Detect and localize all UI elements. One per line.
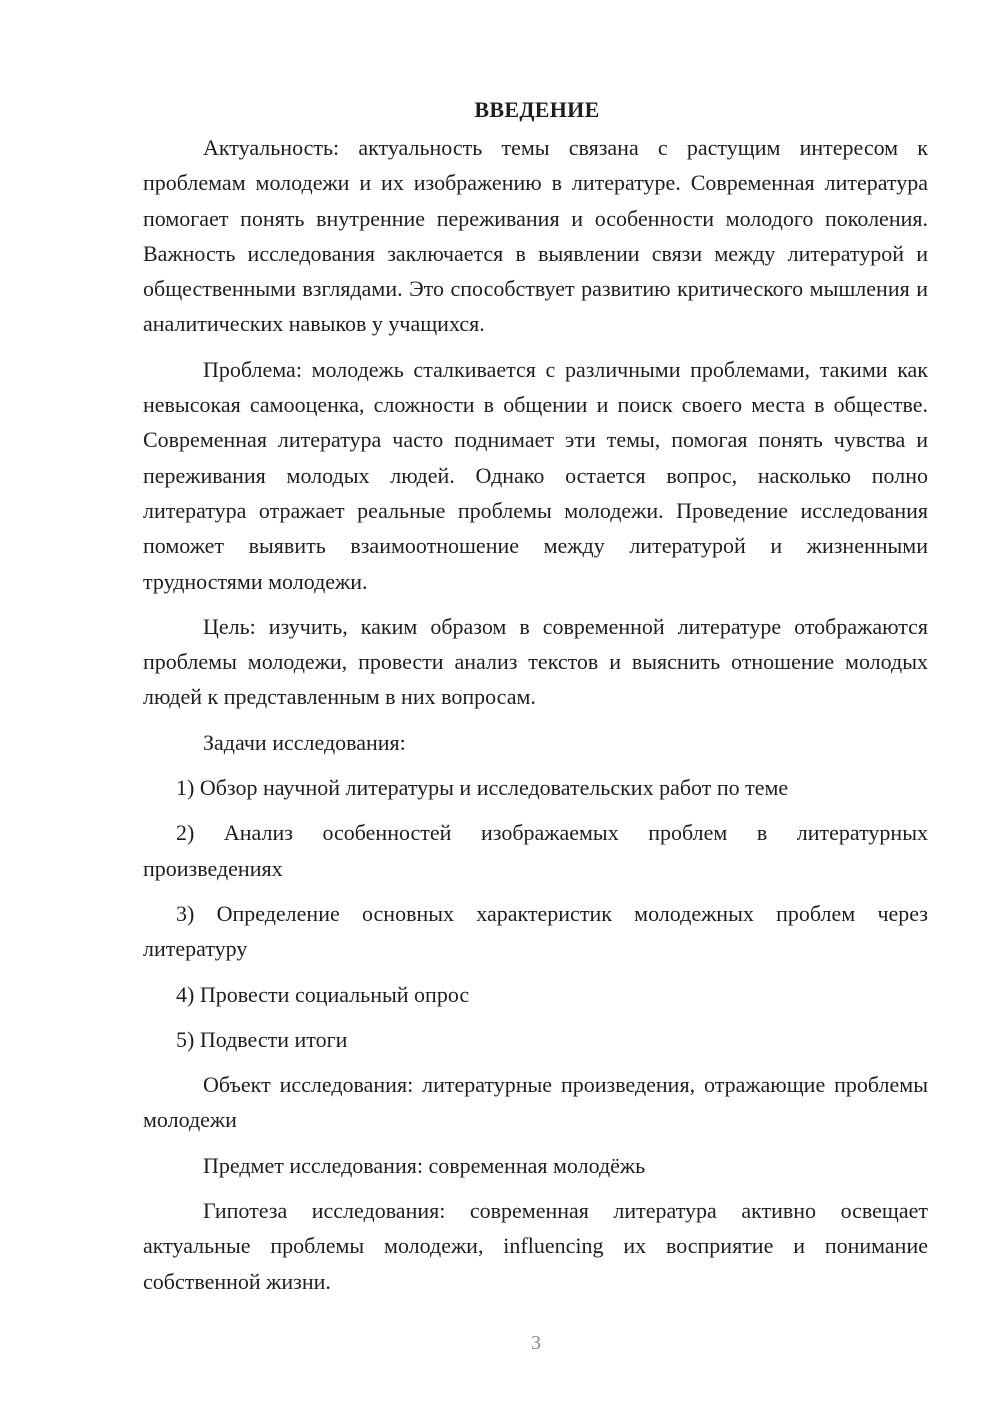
task-item: 4) Провести социальный опрос [176,981,470,1007]
page-number: 3 [531,1332,541,1354]
task-item: 3) Определение основных характеристик молодежных проблем через литературу [143,900,928,962]
task-item: 5) Подвести итоги [176,1026,348,1052]
task-item: 1) Обзор научной литературы и исследовательских работ по теме [176,775,789,801]
paragraph-problem: Проблема: молодежь сталкивается с различными проблемами, такими как невысокая самооценка, сложности в общении и поиск своего места в обществе. Современная литература часто поднимает эти темы, помогая понять чувства и переживания молодых людей. Однако остается вопрос, насколько полно литература отражает реальные проблемы молодежи. Проведение исследования поможет выявить взаимоотношение между литературой и жизненными трудностями молодежи. [143,356,928,594]
task-item: 2) Анализ особенностей изображаемых проблем в литературных произведениях [143,820,928,881]
paragraph-subject: Предмет исследования: современная молодёжь [203,1152,646,1178]
paragraph-hypothesis: Гипотеза исследования: современная литература активно освещает актуальные проблемы молодежи, influencing их восприятие и понимание собственной жизни. [143,1198,928,1294]
paragraph-goal: Цель: изучить, каким образом в современной литературе отображаются проблемы молодежи, провести анализ текстов и выяснить отношение молодых людей к представленным в них вопросам. [143,613,928,710]
document-body [143,90,928,1309]
paragraph-relevance: Актуальность: актуальность темы связана с растущим интересом к проблемам молодежи и их изображению в литературе. Современная литература помогает понять внутренние переживания и особенности молодого поколения. Важность исследования заключается в выявлении связи между литературой и общественными взглядами. Это способствует развитию критического мышления и аналитических навыков у учащихся. [143,135,928,337]
section-heading: ВВЕДЕНИЕ [474,97,600,122]
paragraph-object: Объект исследования: литературные произведения, отражающие проблемы молодежи [143,1072,928,1133]
paragraph-tasks-heading: Задачи исследования: [203,729,406,755]
